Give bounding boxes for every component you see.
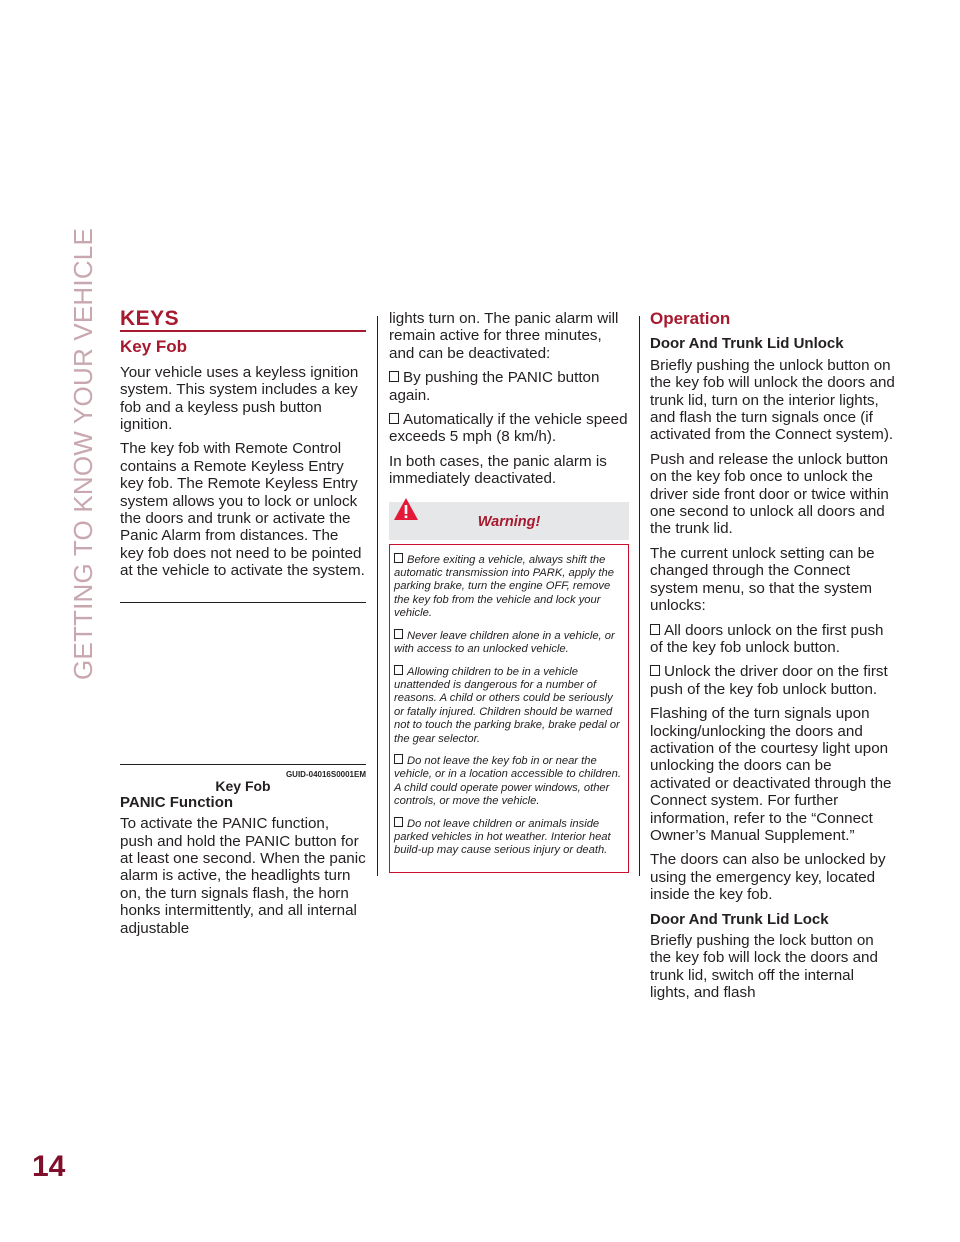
warning-item: Do not leave the key fob in or near the vehicle, or in a location accessible to children. A child could operate power windows, other controls, or move the vehicle. [394, 754, 621, 808]
list-item: Automatically if the vehicle speed exceeds 5 mph (8 km/h). [389, 411, 628, 446]
subsection-title-operation: Operation [650, 309, 731, 328]
paragraph: The key fob with Remote Control contains a Remote Keyless Entry key fob. The Remote Keyless Entry system allows you to lock or unlock the doors and trunk or activate the Panic Alarm from distances. The key fob does not need to be pointed at the vehicle to activate the system. [120, 440, 365, 580]
figure-top-rule [120, 602, 366, 603]
column-divider [639, 316, 640, 876]
warning-box [389, 544, 629, 873]
panic-function-heading: PANIC Function [120, 793, 234, 811]
warning-header [389, 502, 629, 540]
chapter-side-tab: GETTING TO KNOW YOUR VEHICLE [68, 227, 98, 680]
checkbox-bullet-icon [389, 413, 399, 424]
column-divider [377, 316, 378, 876]
paragraph: To activate the PANIC function, push and hold the PANIC button for at least one second. When the panic alarm is active, the headlights turn on, the turn signals flash, the horn honks intermittently, and all internal adjustable [120, 815, 366, 937]
column-panic [389, 310, 629, 873]
column-keys [120, 307, 366, 944]
warning-title: Warning! [477, 513, 541, 530]
checkbox-bullet-icon [394, 817, 403, 827]
subsection-title-key-fob: Key Fob [120, 337, 188, 357]
paragraph: Flashing of the turn signals upon locking/unlocking the doors and activation of the courtesy light upon unlocking the doors can be activated or deactivated through the Connect system. For further information, refer to the “Connect Owner’s Manual Supplement.” [650, 705, 892, 844]
list-item: Unlock the driver door on the first push of the key fob unlock button. [650, 663, 888, 698]
paragraph: In both cases, the panic alarm is immediately deactivated. [389, 452, 607, 488]
section-title: KEYS [120, 307, 180, 330]
page-number: 14 [32, 1150, 66, 1183]
checkbox-bullet-icon [394, 754, 403, 764]
figure-bottom-rule [120, 764, 366, 765]
lock-heading: Door And Trunk Lid Lock [650, 910, 829, 928]
warning-item: Before exiting a vehicle, always shift the automatic transmission into PARK, apply the parking brake, turn the engine OFF, remove the key fob from the vehicle and lock your vehicle. [394, 553, 614, 620]
paragraph: Push and release the unlock button on the key fob once to unlock the driver side front door or twice within one second to unlock all doors and the trunk lid. [650, 450, 889, 538]
warning-item: Allowing children to be in a vehicle unattended is dangerous for a number of reasons. A child or others could be seriously or fatally injured. Children should be warned not to touch the parking brake, brake pedal or the gear selector. [394, 665, 620, 745]
paragraph: The current unlock setting can be changed through the Connect system menu, so that the system unlocks: [650, 544, 875, 615]
paragraph: Your vehicle uses a keyless ignition system. This system includes a key fob and a keyless push button ignition. [120, 363, 359, 434]
figure-caption: Key Fob [215, 777, 271, 794]
warning-item: Never leave children alone in a vehicle, or with access to an unlocked vehicle. [394, 629, 615, 656]
checkbox-bullet-icon [394, 629, 403, 639]
warning-item: Do not leave children or animals inside parked vehicles in hot weather. Interior heat build-up may cause serious injury or death. [394, 817, 611, 857]
checkbox-bullet-icon [394, 553, 403, 563]
paragraph: lights turn on. The panic alarm will remain active for three minutes, and can be deactivated: [389, 310, 619, 362]
section-rule [120, 330, 366, 332]
unlock-heading: Door And Trunk Lid Unlock [650, 335, 844, 353]
checkbox-bullet-icon [650, 624, 660, 635]
checkbox-bullet-icon [394, 665, 403, 675]
paragraph: The doors can also be unlocked by using the emergency key, located inside the key fob. [650, 851, 886, 904]
column-operation [650, 310, 896, 1009]
paragraph: Briefly pushing the lock button on the key fob will lock the doors and trunk lid, switch off the internal lights, and flash [650, 932, 878, 1002]
list-item: By pushing the PANIC button again. [389, 369, 600, 404]
checkbox-bullet-icon [650, 665, 660, 676]
key-fob-figure [120, 602, 366, 794]
figure-code: GUID-04016S0001EM [285, 769, 366, 779]
list-item: All doors unlock on the first push of the key fob unlock button. [650, 621, 884, 656]
paragraph: Briefly pushing the unlock button on the key fob will unlock the doors and trunk lid, turn on the interior lights, and flash the turn signals once (if activated from the Connect system). [650, 356, 895, 444]
checkbox-bullet-icon [389, 371, 399, 382]
